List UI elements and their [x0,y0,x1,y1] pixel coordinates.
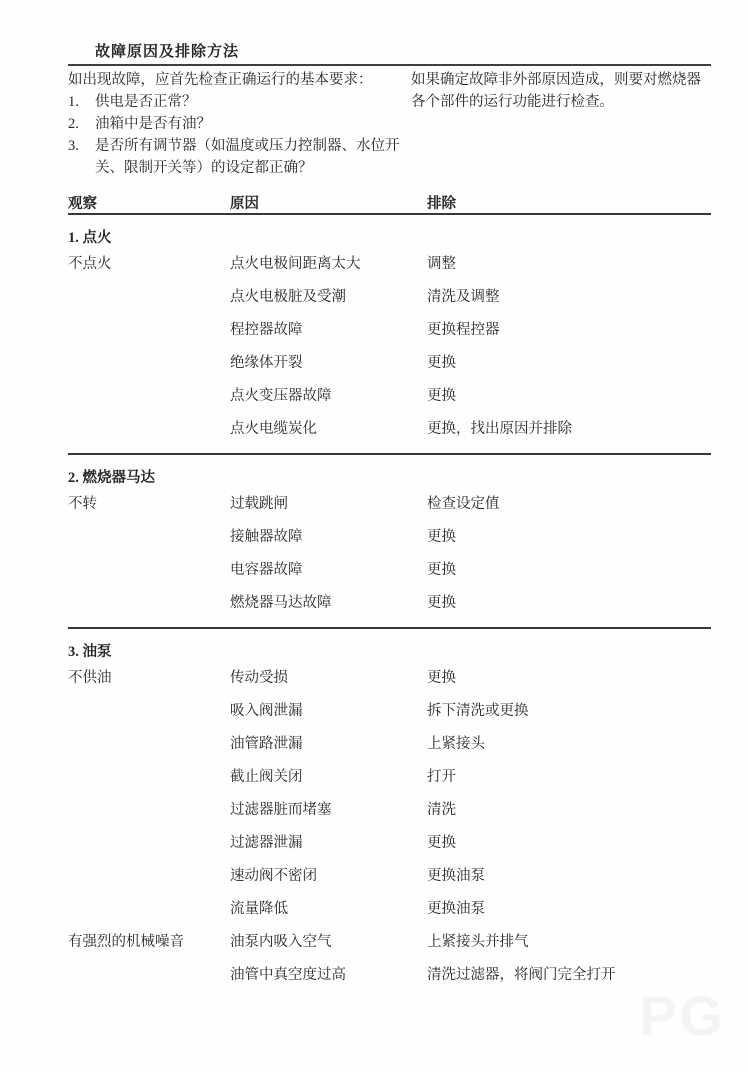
intro-list-item [68,135,401,179]
remedy-cell: 更换 [427,595,456,611]
cause-cell: 速动阀不密闭 [230,868,317,884]
intro-left-column [68,69,401,179]
table-row [68,801,711,834]
cause-cell: 接触器故障 [230,529,303,545]
list-number: 2. [68,116,79,132]
table-row [68,933,711,966]
remedy-cell: 更换 [427,835,456,851]
remedy-cell: 上紧接头并排气 [427,934,529,950]
observation-cell [68,288,230,321]
cause-cell: 传动受损 [230,670,288,686]
intro-right-column [411,69,711,179]
observation-cell: 不供油 [68,670,112,686]
section-title: 1. 点火 [68,230,112,246]
observation-cell [68,867,230,900]
cause-cell: 绝缘体开裂 [230,355,303,371]
observation-cell [68,966,230,999]
remedy-cell: 清洗 [427,802,456,818]
cause-cell: 程控器故障 [230,322,303,338]
remedy-cell: 更换，找出原因并排除 [427,421,572,437]
cause-cell: 油管中真空度过高 [230,967,346,983]
cause-cell: 电容器故障 [230,562,303,578]
intro-section [68,69,711,179]
remedy-cell: 打开 [427,769,456,785]
remedy-cell: 更换油泵 [427,868,485,884]
table-row [68,900,711,933]
table-header [68,192,711,213]
list-text: 是否所有调节器（如温度或压力控制器、水位开关、限制开关等）的设定都正确？ [95,138,400,176]
table-row [68,528,711,561]
title-rule [68,64,711,66]
remedy-cell: 更换 [427,388,456,404]
cause-cell: 点火电极脏及受潮 [230,289,346,305]
list-number: 3. [68,138,79,154]
list-text: 供电是否正常？ [95,94,197,110]
table-row [68,495,711,528]
table-row [68,966,711,999]
cause-cell: 过滤器泄漏 [230,835,303,851]
observation-cell [68,768,230,801]
page-title: 故障原因及排除方法 [95,44,240,60]
intro-list-item [68,113,401,135]
faint-watermark: PG [639,984,726,1047]
page-content [68,0,711,999]
table-row [68,387,711,420]
section-title: 2. 燃烧器马达 [68,470,155,486]
remedy-cell: 更换油泵 [427,901,485,917]
cause-cell: 燃烧器马达故障 [230,595,332,611]
observation-cell: 有强烈的机械噪音 [68,934,184,950]
column-header-cause: 原因 [230,196,259,212]
cause-cell: 截止阀关闭 [230,769,303,785]
cause-cell: 点火变压器故障 [230,388,332,404]
table-row [68,669,711,702]
cause-cell: 油管路泄漏 [230,736,303,752]
remedy-cell: 清洗及调整 [427,289,500,305]
remedy-cell: 清洗过滤器，将阀门完全打开 [427,967,616,983]
column-header-remedy: 排除 [427,196,456,212]
observation-cell [68,528,230,561]
remedy-cell: 更换 [427,355,456,371]
cause-cell: 流量降低 [230,901,288,917]
column-header-observation: 观察 [68,196,97,212]
observation-cell [68,420,230,453]
observation-cell: 不转 [68,496,97,512]
table-row [68,561,711,594]
observation-cell [68,834,230,867]
observation-cell [68,354,230,387]
table-row [68,321,711,354]
table-row [68,735,711,768]
table-row [68,420,711,453]
observation-cell [68,801,230,834]
table-row [68,867,711,900]
intro-list-item [68,91,401,113]
remedy-cell: 更换 [427,670,456,686]
cause-cell: 点火电极间距离太大 [230,256,361,272]
table-section-burner-motor [68,453,711,627]
intro-lead-text: 如出现故障，应首先检查正确运行的基本要求： [68,72,373,88]
table-row [68,354,711,387]
cause-cell: 过载跳闸 [230,496,288,512]
cause-cell: 点火电缆炭化 [230,421,317,437]
observation-cell [68,735,230,768]
observation-cell: 不点火 [68,256,112,272]
intro-right-text: 如果确定故障非外部原因造成，则要对燃烧器各个部件的运行功能进行检查。 [411,72,701,110]
list-number: 1. [68,94,79,110]
remedy-cell: 上紧接头 [427,736,485,752]
table-section-oil-pump [68,627,711,999]
remedy-cell: 更换程控器 [427,322,500,338]
observation-cell [68,321,230,354]
table-row [68,834,711,867]
remedy-cell: 更换 [427,529,456,545]
remedy-cell: 更换 [427,562,456,578]
observation-cell [68,594,230,627]
table-row [68,702,711,735]
observation-cell [68,387,230,420]
observation-cell [68,561,230,594]
remedy-cell: 调整 [427,256,456,272]
table-row [68,255,711,288]
table-row [68,594,711,627]
table-row [68,288,711,321]
section-title: 3. 油泵 [68,644,112,660]
cause-cell: 吸入阀泄漏 [230,703,303,719]
remedy-cell: 检查设定值 [427,496,500,512]
observation-cell [68,900,230,933]
observation-cell [68,702,230,735]
remedy-cell: 拆下清洗或更换 [427,703,529,719]
cause-cell: 油泵内吸入空气 [230,934,332,950]
list-text: 油箱中是否有油？ [95,116,211,132]
table-section-ignition [68,213,711,453]
cause-cell: 过滤器脏而堵塞 [230,802,332,818]
table-row [68,768,711,801]
